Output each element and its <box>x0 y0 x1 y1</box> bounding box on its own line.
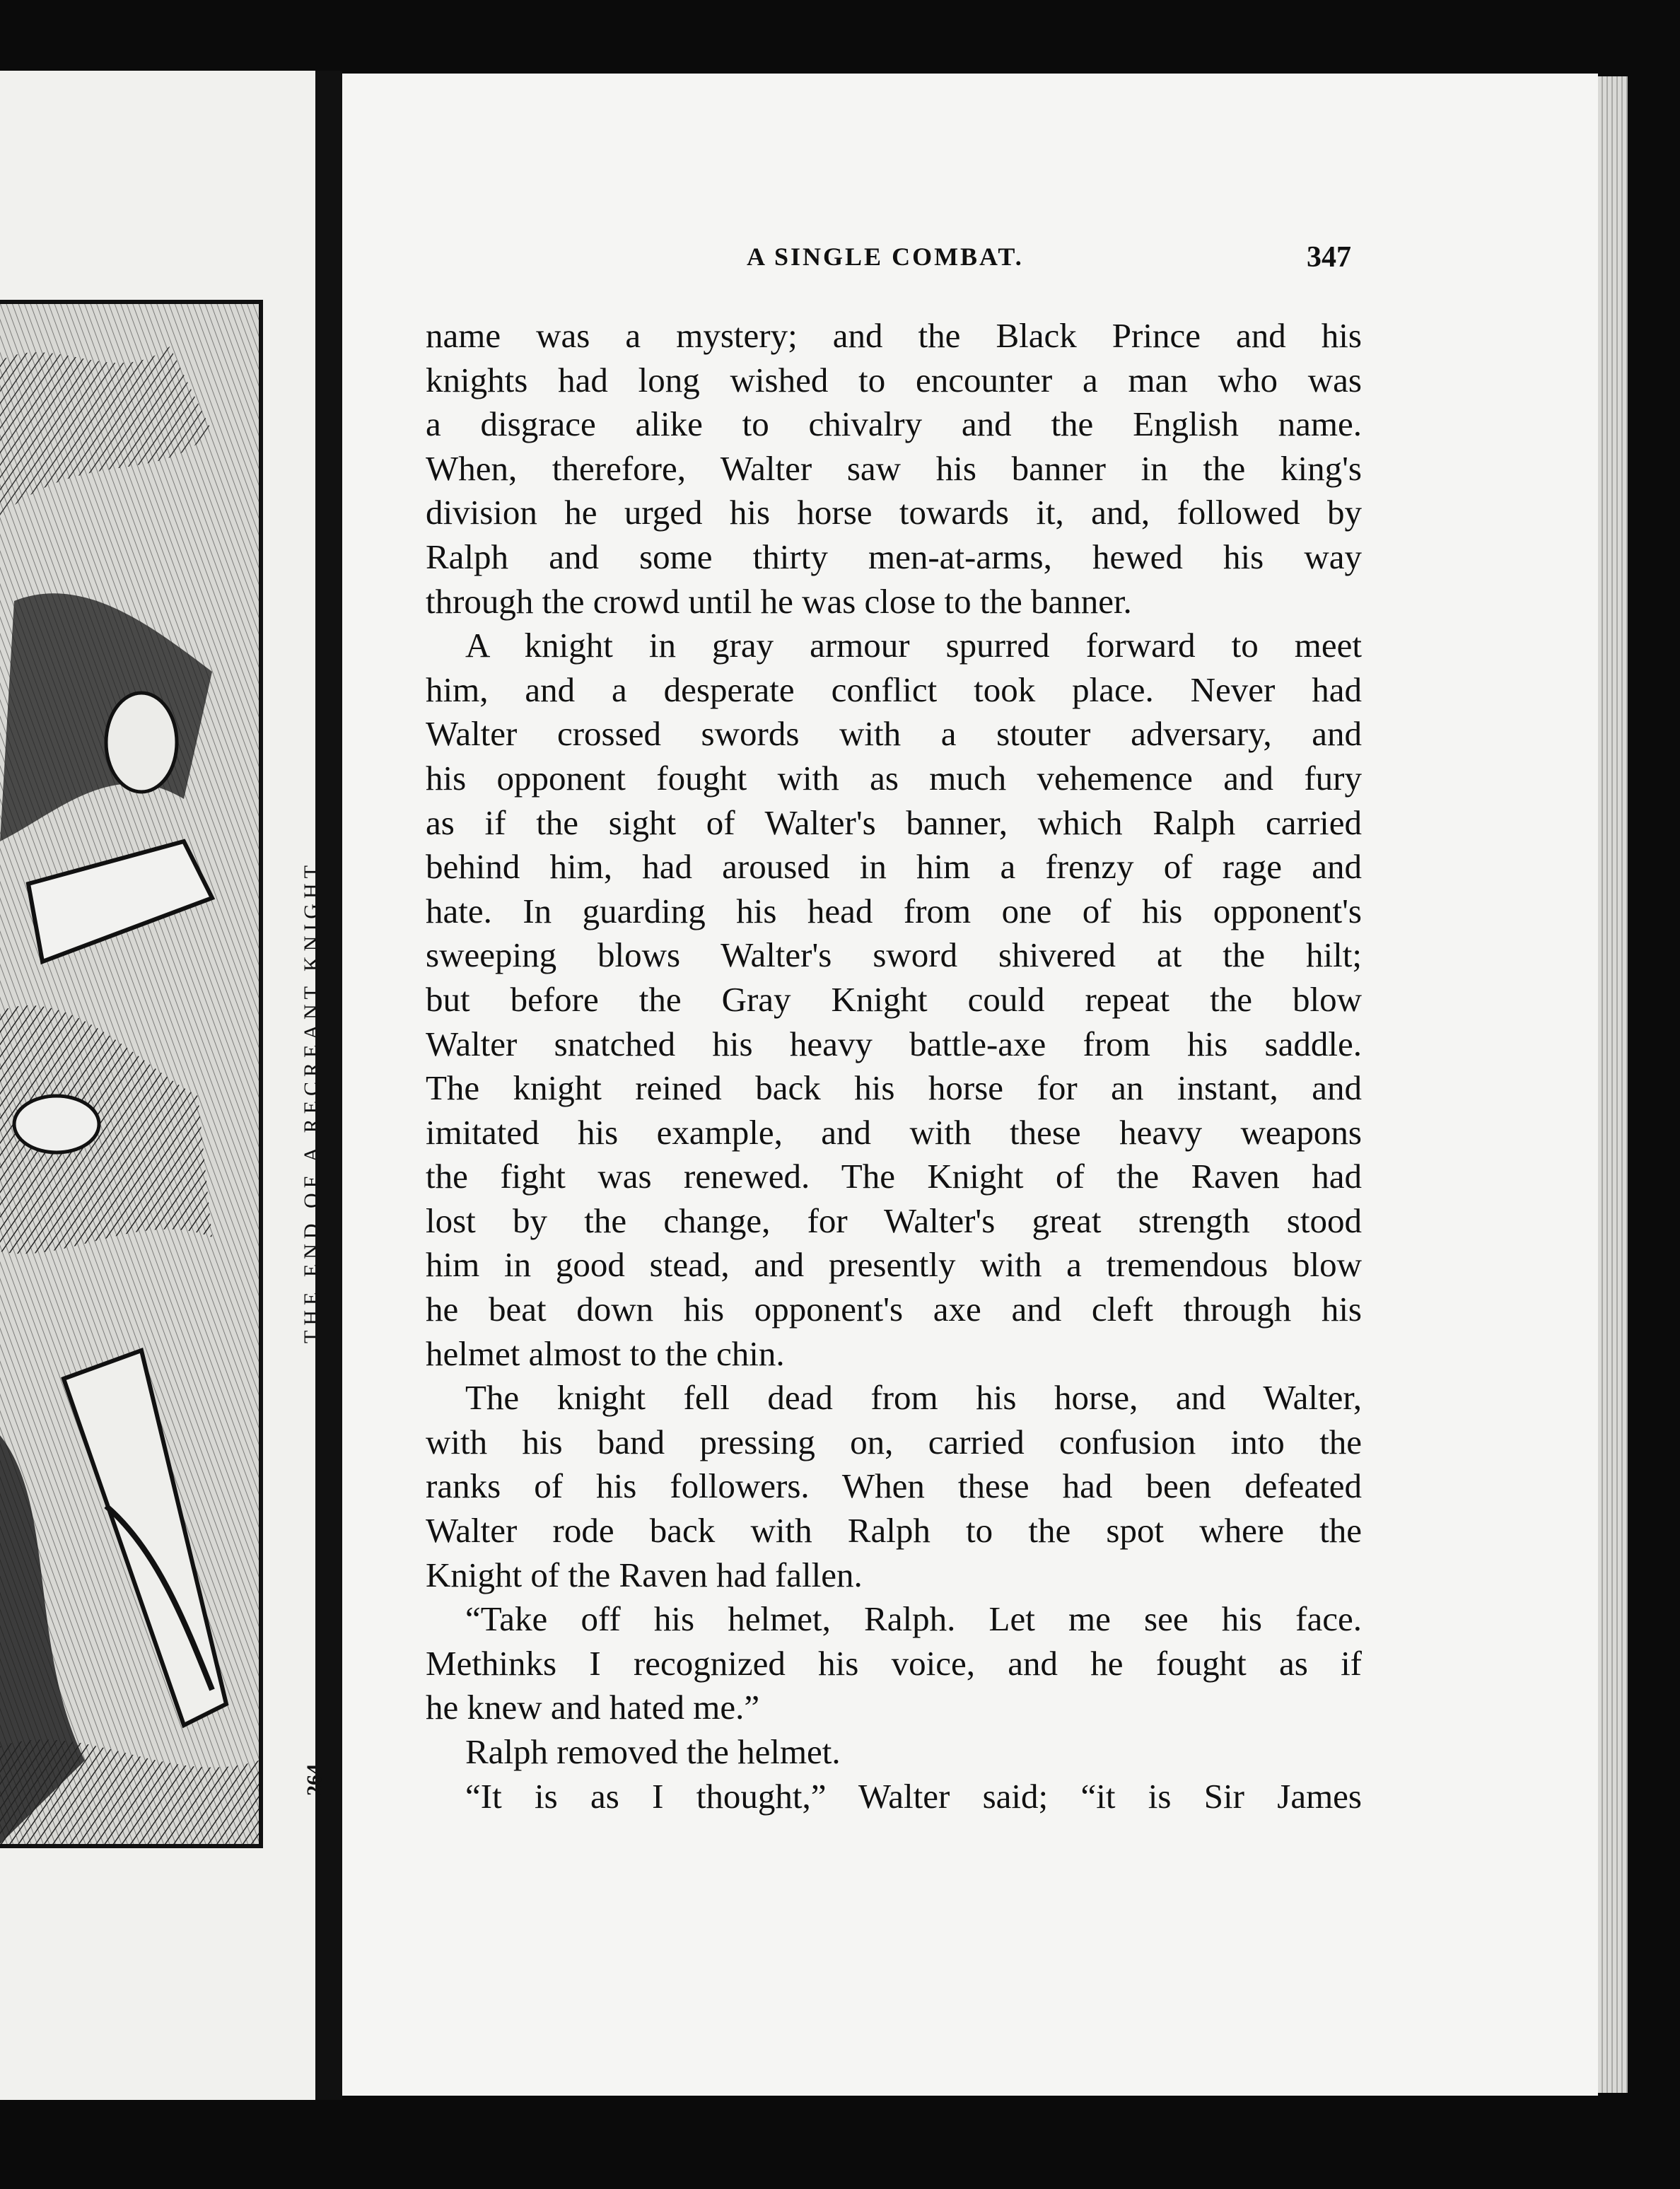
text-line: division he urged his horse towards it, and, followed by <box>426 493 1362 532</box>
text-line: through the crowd until he was close to the banner. <box>426 581 1132 621</box>
text-line: helmet almost to the chin. <box>426 1333 785 1373</box>
text-line: as if the sight of Walter's banner, which Ralph carried <box>426 802 1362 842</box>
text-line: knights had long wished to encounter a man who was <box>426 360 1362 399</box>
engraving-illustration <box>0 304 259 1844</box>
text-line: hate. In guarding his head from one of his opponent's <box>426 891 1362 930</box>
left-page-number: 264 <box>303 1764 326 1796</box>
page-number: 347 <box>1307 241 1351 274</box>
text-line: Ralph and some thirty men-at-arms, hewed his way <box>426 537 1362 576</box>
text-line: Walter rode back with Ralph to the spot where the <box>426 1511 1362 1551</box>
running-head: A SINGLE COMBAT. <box>747 243 1024 271</box>
text-line: he beat down his opponent's axe and cleft through his <box>426 1290 1362 1329</box>
text-line: ranks of his followers. When these had been defeated <box>426 1466 1362 1506</box>
text-line: When, therefore, Walter saw his banner in the king's <box>426 448 1362 488</box>
text-line: imitated his example, and with these heavy weapons <box>426 1112 1362 1152</box>
text-line: he knew and hated me.” <box>426 1688 760 1727</box>
text-line: him in good stead, and presently with a tremendous blow <box>426 1245 1362 1285</box>
text-line: a disgrace alike to chivalry and the English name. <box>426 404 1362 444</box>
text-line: Knight of the Raven had fallen. <box>426 1555 863 1594</box>
text-line: name was a mystery; and the Black Prince and his <box>426 316 1362 355</box>
text-line: Ralph removed the helmet. <box>465 1732 841 1771</box>
page-edge <box>1598 76 1628 2093</box>
text-line: behind him, had aroused in him a frenzy of rage and <box>426 847 1362 887</box>
text-line: him, and a desperate conflict took place. Never had <box>426 670 1362 709</box>
illustration-plate <box>0 300 263 1848</box>
text-line: with his band pressing on, carried confusion into the <box>426 1422 1362 1461</box>
text-line: the fight was renewed. The Knight of the Raven had <box>426 1157 1362 1196</box>
text-line: Walter crossed swords with a stouter adversary, and <box>426 714 1362 754</box>
text-line: A knight in gray armour spurred forward to meet <box>465 626 1362 665</box>
text-line: Walter snatched his heavy battle-axe from his saddle. <box>426 1024 1362 1063</box>
text-line: Methinks I recognized his voice, and he fought as if <box>426 1643 1362 1683</box>
body-text <box>426 314 1362 1819</box>
text-line: “Take off his helmet, Ralph. Let me see his face. <box>465 1599 1362 1639</box>
text-line: sweeping blows Walter's sword shivered at the hilt; <box>426 935 1362 975</box>
text-line: lost by the change, for Walter's great strength stood <box>426 1201 1362 1240</box>
text-line: “It is as I thought,” Walter said; “it is Sir James <box>465 1776 1362 1816</box>
text-line: The knight fell dead from his horse, and Walter, <box>465 1378 1362 1418</box>
text-line: his opponent fought with as much vehemence and fury <box>426 758 1362 798</box>
text-line: The knight reined back his horse for an instant, and <box>426 1068 1362 1108</box>
text-line: but before the Gray Knight could repeat the blow <box>426 979 1362 1019</box>
illustration-caption: THE END OF A RECREANT KNIGHT. <box>300 851 323 1343</box>
